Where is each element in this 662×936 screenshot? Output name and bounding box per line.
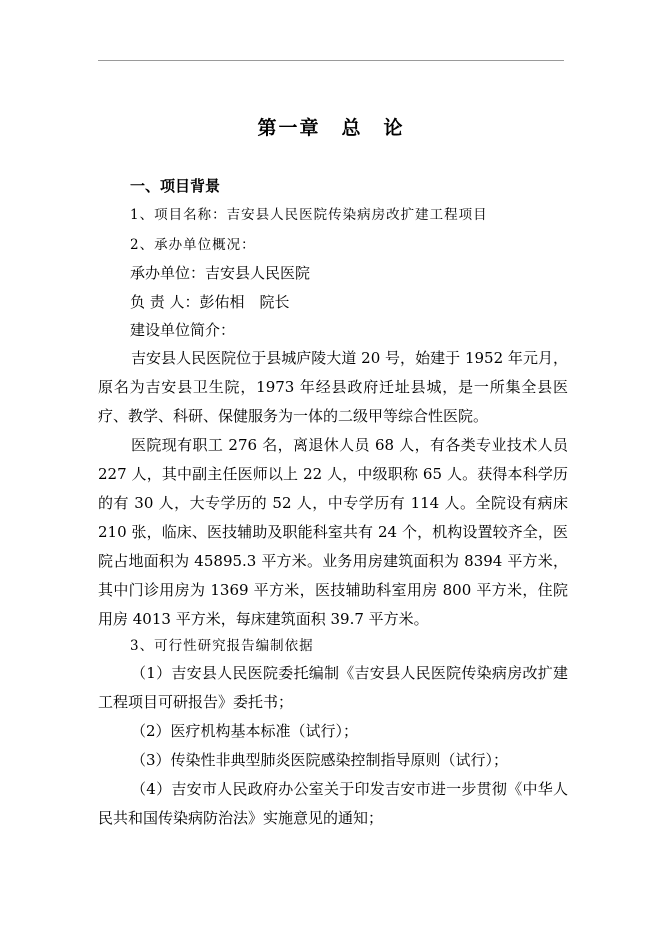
host-unit: 承办单位：吉安县人民医院 [130,264,311,282]
header-rule [98,60,564,61]
intro-paragraph-2: 医院现有职工 276 名，离退休人员 68 人，有各类专业技术人员 227 人，其中副主任医师以上 22 人，中级职称 65 人。获得本科学历的有 30 人，大专学历的 52 人，中专学历有 114 人。全院设有病床 210 张，临床、医技辅助及职能科室共有 24 个，机构设置较齐全，医院占地面积为 45895.3 平方米。业务用房建筑面积为 8394 平方米，其中门诊用房为 1369 平方米，医技辅助科室用房 800 平方米，住院用房 4013 平方米，每床建筑面积 39.7 平方米。 [98,436,568,628]
basis-heading: 3、可行性研究报告编制依据 [130,638,314,654]
person-in-charge: 负 责 人：彭佑相 院长 [130,293,290,311]
basis-item-1: （1）吉安县人民医院委托编制《吉安县人民医院传染病房改扩建工程项目可研报告》委托书； [98,664,568,711]
chapter-title: 第一章 总 论 [257,117,405,139]
basis-item-4-block [98,775,568,833]
staff-paragraph-block [98,431,568,634]
intro-paragraph-1: 吉安县人民医院位于县城庐陵大道 20 号，始建于 1952 年元月，原名为吉安县卫生院，1973 年经县政府迁址县城，是一所集全县医疗、教学、科研、保健服务为一体的二级甲等综合性医院。 [98,349,568,425]
basis-item-2-block [98,717,568,746]
basis-item-1-block [98,659,568,717]
intro-paragraph-block [98,344,568,431]
unit-overview-label: 2、承办单位概况： [130,237,256,253]
basis-item-3-block [98,746,568,775]
basis-item-2: （2）医疗机构基本标准（试行）； [131,722,359,740]
intro-label: 建设单位简介： [130,321,236,339]
basis-item-4: （4）吉安市人民政府办公室关于印发吉安市进一步贯彻《中华人民共和国传染病防治法》实施意见的通知； [98,780,568,827]
project-name: 1、项目名称：吉安县人民医院传染病房改扩建工程项目 [130,207,488,223]
section-heading: 一、项目背景 [130,177,221,195]
basis-item-3: （3）传染性非典型肺炎医院感染控制指导原则（试行）； [131,751,509,769]
